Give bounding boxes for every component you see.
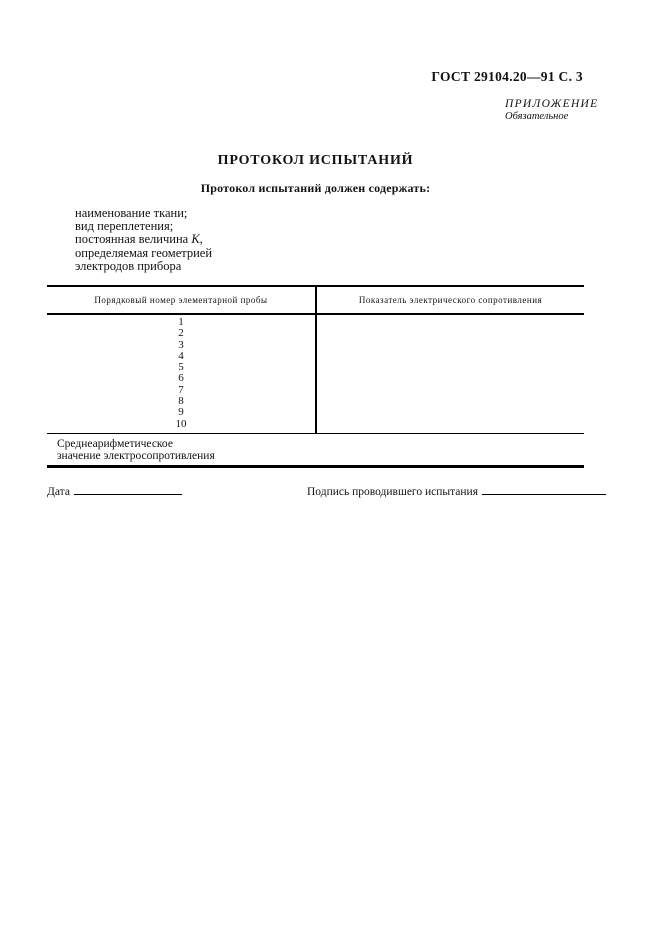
sample-number-column (47, 315, 317, 433)
mean-value-label-line2: значение электросопротивления (57, 449, 215, 462)
gost-standard-number: ГОСТ 29104.20—91 С. 3 (431, 69, 583, 84)
signature-block (307, 483, 606, 498)
list-item (75, 233, 212, 246)
constant-k-symbol: К (191, 232, 200, 247)
date-blank-field (74, 483, 182, 495)
table-header-cell-sample-number: Порядковый номер элементарной пробы (47, 287, 317, 313)
list-item: наименование ткани; (75, 206, 188, 220)
table-footer-row (47, 434, 584, 468)
list-item-punctuation: , (199, 232, 203, 247)
signature-section (47, 483, 584, 498)
table-header-cell-resistance: Показатель электрического сопротивления (358, 295, 543, 305)
appendix-type: Обязательное (505, 111, 569, 122)
table-header-row (47, 285, 584, 315)
table-row: 2 (178, 327, 184, 340)
mean-value-label-line1: Среднеарифметическое (57, 437, 173, 450)
appendix-block (505, 98, 598, 122)
table-row: 10 (175, 417, 187, 430)
table-body (47, 315, 584, 434)
table-row: 4 (178, 349, 184, 362)
table-row: 9 (178, 406, 184, 419)
table-row: 1 (178, 316, 184, 328)
table-row: 8 (178, 395, 184, 408)
appendix-label: ПРИЛОЖЕНИЕ (505, 98, 599, 110)
list-item: вид переплетения; (75, 219, 174, 234)
list-item-text: постоянная величина (75, 232, 192, 247)
table-row: 3 (178, 338, 184, 351)
page-title: ПРОТОКОЛ ИСПЫТАНИЙ (217, 153, 414, 168)
list-item: определяемая геометрией (75, 245, 213, 260)
list-item: электродов прибора (75, 258, 182, 273)
signature-label: Подпись проводившего испытания (307, 486, 478, 498)
page-subtitle: Протокол испытаний должен содержать: (200, 181, 431, 195)
date-label: Дата (47, 486, 70, 498)
table-row: 7 (178, 383, 184, 396)
table-row: 5 (178, 361, 184, 374)
table-row: 6 (178, 372, 184, 385)
results-table (47, 285, 584, 468)
requirements-list (75, 207, 212, 273)
signature-blank-field (482, 483, 606, 495)
resistance-value-column (317, 315, 584, 433)
